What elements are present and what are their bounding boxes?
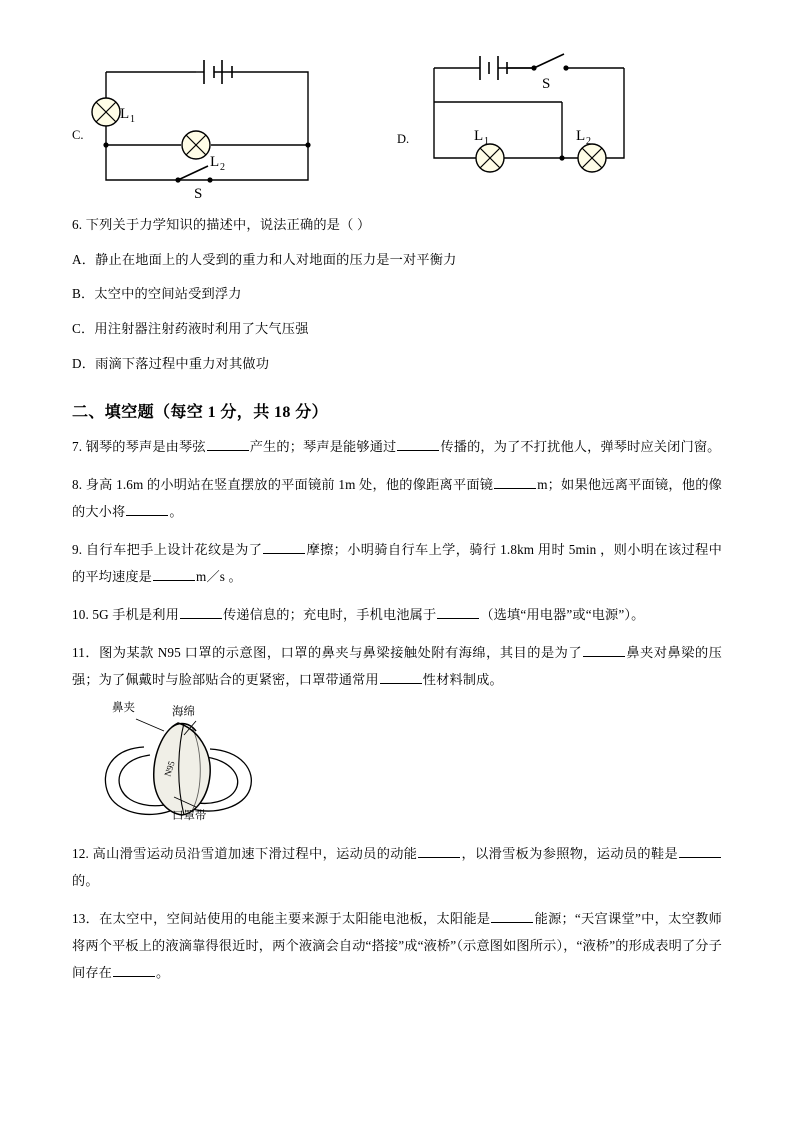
answer-blank[interactable] (113, 964, 155, 978)
question-13-part-2: 能源；“天宫课堂”中，太空教师将两个平板上的液滴靠得很近时，两个液滴会自动“搭接”成“液桥”（示意图如图所示），“液桥”的形成表明了分子间存在 (72, 911, 722, 981)
question-6-option-b: B．太空中的空间站受到浮力 (72, 286, 242, 302)
question-13-part-1: 13．在太空中，空间站使用的电能主要来源于太阳能电池板，太阳能是 (72, 911, 491, 927)
question-8-part-3: 。 (169, 503, 183, 519)
question-9-part-1: 9. 自行车把手上设计花纹是为了 (72, 541, 263, 557)
svg-text:S: S (542, 76, 551, 92)
option-d-label: D. (397, 132, 410, 146)
question-6-option-d: D．雨滴下落过程中重力对其做功 (72, 355, 270, 371)
svg-text:S: S (194, 186, 203, 200)
circuit-diagram-c (86, 40, 366, 200)
section-title-fill-in-blanks: 二、填空题（每空 1 分，共 18 分） (72, 403, 329, 421)
question-6-option-a: A．静止在地面上的人受到的重力和人对地面的压力是一对平衡力 (72, 251, 457, 267)
question-8-part-2: m；如果他远离平面镜，他的像的大小将 (72, 476, 722, 519)
question-11 (72, 639, 722, 693)
svg-text:L: L (210, 154, 220, 170)
question-6-stem: 6. 下列关于力学知识的描述中，说法正确的是（ ） (72, 217, 371, 232)
svg-text:L: L (120, 106, 130, 122)
answer-blank[interactable] (397, 437, 439, 451)
svg-text:1: 1 (484, 136, 489, 147)
svg-text:L: L (576, 128, 586, 144)
answer-blank[interactable] (263, 540, 305, 554)
question-7-part-3: 传播的，为了不打扰他人，弹琴时应关闭门窗。 (440, 438, 721, 454)
label-nose-clip: 鼻夹 (112, 702, 135, 715)
question-12 (72, 840, 722, 894)
svg-text:1: 1 (130, 114, 135, 125)
answer-blank[interactable] (380, 671, 422, 685)
question-7 (72, 433, 722, 460)
question-9-part-2: 摩擦；小明骑自行车上学，骑行 1.8km 用时 5min ，则小明在该过程中的平均速度是 (72, 541, 722, 584)
circuit-diagram-d (412, 40, 702, 200)
answer-blank[interactable] (207, 437, 249, 451)
question-10-part-1: 10. 5G 手机是利用 (72, 606, 179, 622)
question-7-part-1: 7. 钢琴的琴声是由琴弦 (72, 438, 206, 454)
circuit-options-row (72, 40, 722, 200)
answer-blank[interactable] (126, 502, 168, 516)
answer-blank[interactable] (583, 644, 625, 658)
question-13-part-3: 。 (156, 965, 170, 981)
question-11-part-2: 鼻夹对鼻梁的压强；为了佩戴时与脸部贴合的更紧密，口罩带通常用 (72, 645, 722, 688)
question-11-part-3: 性材料制成。 (422, 672, 503, 688)
answer-blank[interactable] (437, 605, 479, 619)
answer-blank[interactable] (153, 567, 195, 581)
question-11-part-1: 11．图为某款 N95 口罩的示意图，口罩的鼻夹与鼻梁接触处附有海绵，其目的是为了 (72, 645, 583, 661)
document-content (72, 40, 722, 986)
answer-blank[interactable] (180, 605, 222, 619)
question-8-part-1: 8. 身高 1.6m 的小明站在竖直摆放的平面镜前 1m 处，他的像距离平面镜 (72, 476, 494, 492)
question-9 (72, 536, 722, 590)
option-c-label: C. (72, 128, 84, 142)
question-9-part-3: m／s 。 (196, 568, 242, 584)
label-sponge: 海绵 (172, 706, 195, 719)
answer-blank[interactable] (491, 910, 533, 924)
svg-text:L: L (474, 128, 484, 144)
answer-blank[interactable] (494, 475, 536, 489)
question-10-part-3: （选填“用电器”或“电源”）。 (480, 606, 645, 622)
question-10-part-2: 传递信息的；充电时，手机电池属于 (222, 606, 437, 622)
question-6-option-c: C．用注射器注射药液时利用了大气压强 (72, 321, 309, 337)
label-strap: 口罩带 (172, 810, 207, 823)
question-10 (72, 601, 722, 628)
mask-brand-text: N95 (162, 759, 177, 778)
question-12-part-2: ，以滑雪板为参照物，运动员的鞋是 (461, 846, 678, 862)
answer-blank[interactable] (679, 845, 721, 859)
question-12-part-3: 的。 (72, 873, 99, 889)
question-7-part-2: 产生的；琴声是能够通过 (249, 438, 397, 454)
mask-leader-lines (92, 701, 312, 829)
svg-text:2: 2 (220, 162, 225, 173)
answer-blank[interactable] (418, 845, 460, 859)
question-8 (72, 471, 722, 525)
question-12-part-1: 12. 高山滑雪运动员沿雪道加速下滑过程中，运动员的动能 (72, 846, 418, 862)
svg-text:2: 2 (586, 136, 591, 147)
question-13 (72, 905, 722, 986)
n95-mask-figure (72, 701, 722, 829)
